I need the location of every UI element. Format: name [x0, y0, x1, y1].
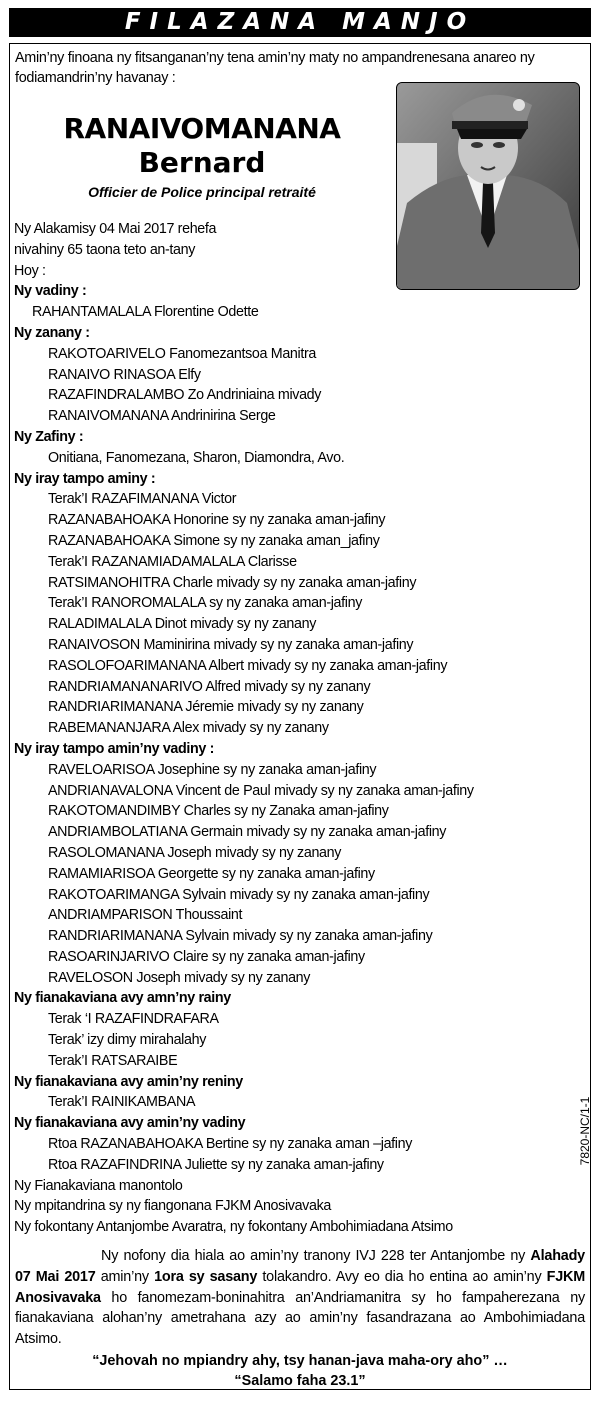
list-line: RAKOTOARIVELO Fanomezantsoa Manitra: [48, 345, 316, 362]
funeral-date: Alahady 07 Mai 2017: [15, 1248, 585, 1285]
list-line: RANDRIAMANANARIVO Alfred mivady sy ny zanany: [48, 678, 371, 695]
list-line: RASOARINJARIVO Claire sy ny zanaka aman-jafiny: [48, 948, 365, 965]
list-line: RAKOTOMANDIMBY Charles sy ny Zanaka aman-jafiny: [48, 803, 389, 820]
list-line: RALADIMALALA Dinot mivady sy ny zanany: [48, 616, 316, 633]
list-line: Ny Alakamisy 04 Mai 2017 rehefa: [14, 221, 217, 237]
list-line: RATSIMANOHITRA Charle mivady sy ny zanaka aman-jafiny: [48, 574, 417, 591]
list-line: ANDRIAMBOLATIANA Germain mivady sy ny zanaka aman-jafiny: [48, 824, 447, 841]
list-line: Ny mpitandrina sy ny fiangonana FJKM Anosivavaka: [14, 1198, 331, 1215]
list-line: RAHANTAMALALA Florentine Odette: [32, 304, 259, 321]
list-line: Hoy :: [14, 262, 46, 279]
list-line: RAZANABAHOAKA Simone sy ny zanaka aman_jafiny: [48, 532, 380, 549]
list-line: RAZAFINDRALAMBO Zo Andriniaina mivady: [48, 387, 322, 404]
list-line: Terak ‘I RAZAFINDRAFARA: [48, 1011, 219, 1028]
list-line: Terak’I RAZANAMIADAMALALA Clarisse: [48, 553, 297, 570]
deceased-firstname: Bernard: [138, 146, 266, 179]
list-line: RANAIVOMANANA Andrinirina Serge: [48, 408, 276, 425]
funeral-text-2: amin’ny: [95, 1268, 155, 1285]
notice-frame: [9, 43, 591, 1390]
funeral-text-3: tolakandro. Avy eo dia ho entina ao amin’ny: [257, 1268, 547, 1285]
list-line: Rtoa RAZAFINDRINA Juliette sy ny zanaka aman-jafiny: [48, 1156, 384, 1173]
funeral-church: FJKM Anosivavaka: [15, 1268, 585, 1306]
funeral-details: [15, 1246, 585, 1350]
list-line: RASOLOFOARIMANANA Albert mivady sy ny zanaka aman-jafiny: [48, 657, 448, 674]
list-line: RAVELOSON Joseph mivady sy ny zanany: [48, 969, 311, 986]
list-line: RAKOTOARIMANGA Sylvain mivady sy ny zanaka aman-jafiny: [48, 886, 430, 903]
list-line: RAZANABAHOAKA Honorine sy ny zanaka aman-jafiny: [48, 512, 386, 529]
reference-code: [575, 1074, 593, 1194]
section-heading: Ny Zafiny :: [14, 428, 84, 445]
intro-text: Amin’ny finoana ny fitsanganan’ny tena amin’ny maty no ampandrenesana anareo ny fodiamandrin’ny havanay :: [15, 50, 535, 86]
list-line: Terak’ izy dimy mirahalahy: [48, 1032, 207, 1049]
funeral-time: 1ora sy sasany: [154, 1268, 258, 1285]
funeral-text-1: Ny nofony dia hiala ao amin’ny tranony IVJ 228 ter Antanjombe ny: [101, 1248, 531, 1264]
notice-header: FILAZANA MANJO: [9, 8, 591, 37]
section-heading: Ny fianakaviana avy amin’ny vadiny: [14, 1115, 246, 1132]
list-line: Terak’I RATSARAIBE: [48, 1052, 178, 1069]
deceased-rank: Officier de Police principal retraité: [88, 184, 316, 200]
list-line: Ny Fianakaviana manontolo: [14, 1177, 183, 1194]
list-line: RANDRIARIMANANA Sylvain mivady sy ny zanaka aman-jafiny: [48, 928, 433, 945]
reference-code-text: 7820-NC/1-1: [578, 1096, 592, 1166]
list-line: Onitiana, Fanomezana, Sharon, Diamondra, Avo.: [48, 449, 345, 466]
funeral-text-4: ho fanomezam-boninahitra an’Andriamanitra sy ho fampaherezana ny fianakaviana alohan’ny ametrahana azy ao amin’ny fasandrazana ao Ambohimiadana Atsimo.: [15, 1289, 585, 1348]
list-line: Terak’I RANOROMALALA sy ny zanaka aman-jafiny: [48, 595, 362, 612]
list-line: Terak’I RAINIKAMBANA: [48, 1094, 196, 1111]
list-line: RAVELOARISOA Josephine sy ny zanaka aman-jafiny: [48, 761, 377, 778]
list-line: RAMAMIARISOA Georgette sy ny zanaka aman-jafiny: [48, 865, 375, 882]
list-line: RABEMANANJARA Alex mivady sy ny zanany: [48, 720, 329, 737]
section-heading: Ny fianakaviana avy amn’ny rainy: [14, 990, 231, 1007]
list-line: RASOLOMANANA Joseph mivady sy ny zanany: [48, 844, 342, 861]
list-line: RANDRIARIMANANA Jéremie mivady sy ny zanany: [48, 699, 364, 716]
list-line: ANDRIAMPARISON Thoussaint: [48, 907, 243, 924]
family-list: [14, 219, 574, 1238]
section-heading: Ny iray tampo amin’ny vadiny :: [14, 740, 215, 757]
list-line: RANAIVO RINASOA Elfy: [48, 366, 201, 383]
section-heading: Ny zanany :: [14, 324, 90, 341]
bible-reference: “Salamo faha 23.1”: [234, 1373, 366, 1389]
section-heading: Ny iray tampo aminy :: [14, 470, 156, 487]
list-line: Terak’I RAZAFIMANANA Victor: [48, 491, 237, 508]
list-line: nivahiny 65 taona teto an-tany: [14, 241, 196, 258]
list-line: RANAIVOSON Maminirina mivady sy ny zanaka aman-jafiny: [48, 636, 414, 653]
list-line: Ny fokontany Antanjombe Avaratra, ny fokontany Ambohimiadana Atsimo: [14, 1219, 453, 1236]
list-line: ANDRIANAVALONA Vincent de Paul mivady sy ny zanaka aman-jafiny: [48, 782, 474, 799]
section-heading: Ny fianakaviana avy amin’ny reniny: [14, 1073, 243, 1090]
bible-quote: “Jehovah no mpiandry ahy, tsy hanan-java maha-ory aho” …: [92, 1353, 508, 1369]
section-heading: Ny vadiny :: [14, 283, 87, 300]
list-line: Rtoa RAZANABAHOAKA Bertine sy ny zanaka aman –jafiny: [48, 1136, 413, 1153]
deceased-surname: RANAIVOMANANA: [63, 112, 341, 145]
